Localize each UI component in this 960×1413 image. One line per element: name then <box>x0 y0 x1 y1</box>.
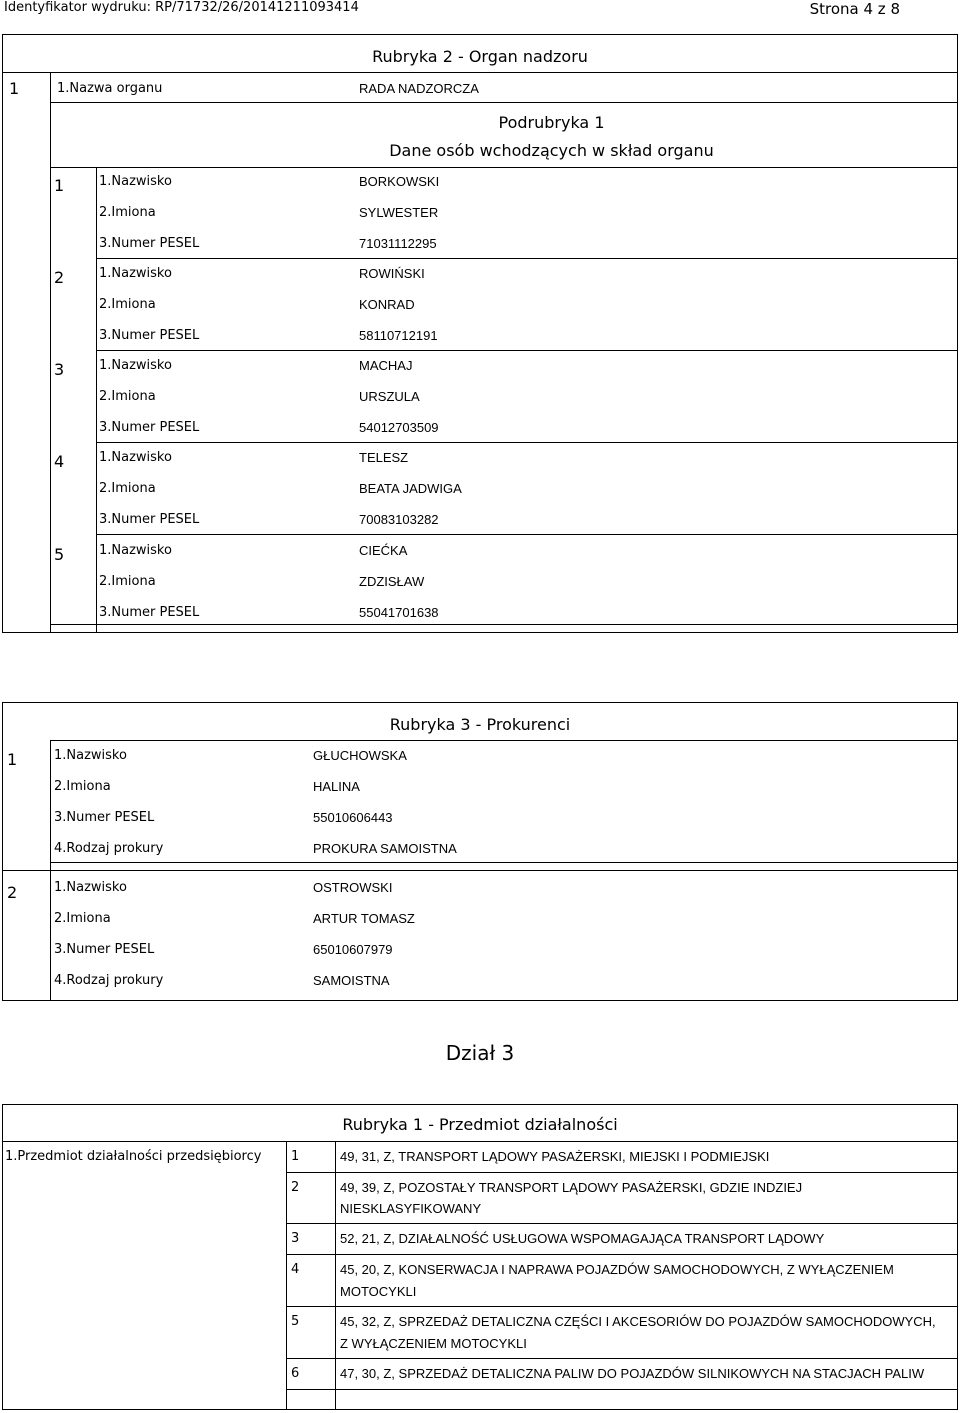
person-number: 5 <box>54 545 65 564</box>
procuration-type-value: SAMOISTNA <box>313 973 390 988</box>
prokurent-number: 1 <box>7 750 18 769</box>
surname-label: 1.Nazwisko <box>99 266 172 281</box>
procuration-type-label: 4.Rodzaj prokury <box>54 841 164 856</box>
surname-value: ROWIŃSKI <box>359 266 425 281</box>
person-number: 4 <box>54 452 65 471</box>
organ-name-value: RADA NADZORCZA <box>359 81 479 96</box>
podrubryka-1-subtitle: Dane osób wchodzących w skład organu <box>389 141 714 160</box>
pesel-value: 71031112295 <box>359 236 437 251</box>
pesel-label: 3.Numer PESEL <box>99 236 200 251</box>
surname-label: 1.Nazwisko <box>99 450 172 465</box>
rubryka-2-title: Rubryka 2 - Organ nadzoru <box>372 47 588 66</box>
first-names-label: 2.Imiona <box>99 205 156 220</box>
pesel-value: 55041701638 <box>359 605 439 620</box>
first-names-label: 2.Imiona <box>54 779 111 794</box>
surname-label: 1.Nazwisko <box>99 543 172 558</box>
activity-item-text-cont: NIESKLASYFIKOWANY <box>340 1201 482 1216</box>
first-names-value: URSZULA <box>359 389 420 404</box>
surname-label: 1.Nazwisko <box>99 174 172 189</box>
pesel-value: 54012703509 <box>359 420 439 435</box>
pesel-value: 58110712191 <box>359 328 438 343</box>
first-names-label: 2.Imiona <box>99 574 156 589</box>
activity-item-number: 1 <box>291 1149 300 1164</box>
activity-item-text: 52, 21, Z, DZIAŁALNOŚĆ USŁUGOWA WSPOMAGAJĄCA TRANSPORT LĄDOWY <box>340 1231 825 1246</box>
rubryka-2-entry-number: 1 <box>9 79 20 98</box>
surname-label: 1.Nazwisko <box>54 880 127 895</box>
surname-label: 1.Nazwisko <box>99 358 172 373</box>
surname-value: BORKOWSKI <box>359 174 440 189</box>
pesel-label: 3.Numer PESEL <box>99 328 200 343</box>
surname-value: MACHAJ <box>359 358 413 373</box>
first-names-label: 2.Imiona <box>99 297 156 312</box>
surname-value: TELESZ <box>359 450 409 465</box>
page-number: Strona 4 z 8 <box>809 0 900 18</box>
person-number: 3 <box>54 360 65 379</box>
surname-value: CIEĆKA <box>359 543 408 558</box>
first-names-value: HALINA <box>313 779 360 794</box>
activity-item-text: 49, 31, Z, TRANSPORT LĄDOWY PASAŻERSKI, MIEJSKI I PODMIEJSKI <box>340 1149 770 1164</box>
rubryka-3-title: Rubryka 3 - Prokurenci <box>389 715 571 734</box>
pesel-label: 3.Numer PESEL <box>99 605 200 620</box>
podrubryka-1-frame <box>50 102 958 633</box>
pesel-label: 3.Numer PESEL <box>54 942 155 957</box>
first-names-label: 2.Imiona <box>99 389 156 404</box>
prokurent-number: 2 <box>7 883 18 902</box>
procuration-type-label: 4.Rodzaj prokury <box>54 973 164 988</box>
pesel-label: 3.Numer PESEL <box>99 512 200 527</box>
organ-name-label: 1.Nazwa organu <box>57 81 163 96</box>
activity-item-text-cont: MOTOCYKLI <box>340 1284 417 1299</box>
activity-item-text: 47, 30, Z, SPRZEDAŻ DETALICZNA PALIW DO POJAZDÓW SILNIKOWYCH NA STACJACH PALIW <box>340 1366 925 1381</box>
print-identifier: Identyfikator wydruku: RP/71732/26/20141211093414 <box>4 0 359 15</box>
pesel-label: 3.Numer PESEL <box>99 420 200 435</box>
activity-item-number: 3 <box>291 1231 300 1246</box>
first-names-value: ARTUR TOMASZ <box>313 911 415 926</box>
first-names-value: KONRAD <box>359 297 415 312</box>
activity-item-text: 49, 39, Z, POZOSTAŁY TRANSPORT LĄDOWY PASAŻERSKI, GDZIE INDZIEJ <box>340 1180 803 1195</box>
dzial-3-rubryka-1-title: Rubryka 1 - Przedmiot działalności <box>342 1115 618 1134</box>
first-names-label: 2.Imiona <box>54 911 111 926</box>
activity-item-text: 45, 32, Z, SPRZEDAŻ DETALICZNA CZĘŚCI I AKCESORIÓW DO POJAZDÓW SAMOCHODOWYCH, <box>340 1314 936 1329</box>
surname-value: OSTROWSKI <box>313 880 393 895</box>
activity-item-number: 6 <box>291 1366 300 1381</box>
activity-item-text-cont: Z WYŁĄCZENIEM MOTOCYKLI <box>340 1336 527 1351</box>
activity-item-number: 2 <box>291 1180 300 1195</box>
business-activity-label: 1.Przedmiot działalności przedsiębiorcy <box>5 1149 262 1164</box>
person-number: 2 <box>54 268 65 287</box>
pesel-value: 55010606443 <box>313 810 393 825</box>
procuration-type-value: PROKURA SAMOISTNA <box>313 841 457 856</box>
first-names-value: BEATA JADWIGA <box>359 481 462 496</box>
pesel-label: 3.Numer PESEL <box>54 810 155 825</box>
activity-item-text: 45, 20, Z, KONSERWACJA I NAPRAWA POJAZDÓW SAMOCHODOWYCH, Z WYŁĄCZENIEM <box>340 1262 894 1277</box>
surname-value: GŁUCHOWSKA <box>313 748 407 763</box>
first-names-label: 2.Imiona <box>99 481 156 496</box>
activity-item-number: 5 <box>291 1314 300 1329</box>
dzial-3-title: Dział 3 <box>445 1041 515 1065</box>
pesel-value: 70083103282 <box>359 512 439 527</box>
surname-label: 1.Nazwisko <box>54 748 127 763</box>
podrubryka-1-title: Podrubryka 1 <box>498 113 605 132</box>
first-names-value: ZDZISŁAW <box>359 574 425 589</box>
activity-item-number: 4 <box>291 1262 300 1277</box>
pesel-value: 65010607979 <box>313 942 393 957</box>
person-number: 1 <box>54 176 65 195</box>
first-names-value: SYLWESTER <box>359 205 439 220</box>
